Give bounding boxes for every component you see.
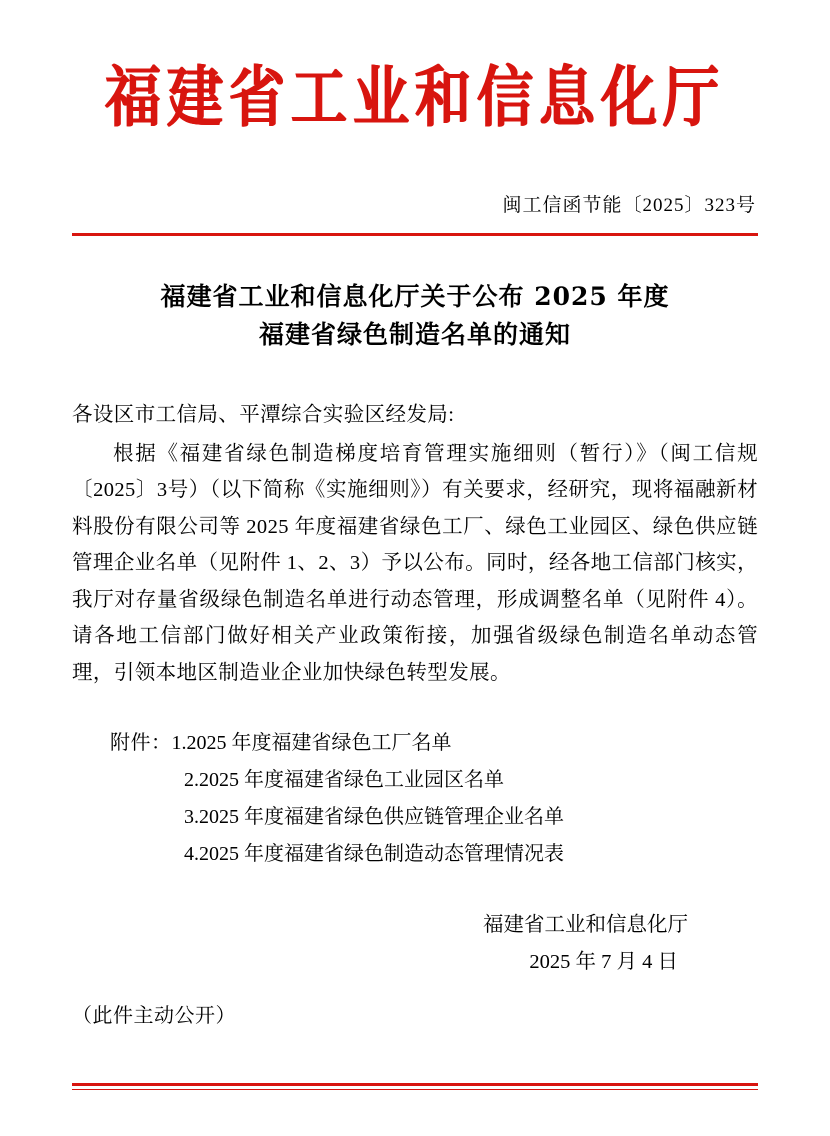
signature-date: 2025 年 7 月 4 日 — [529, 951, 678, 974]
letterhead — [72, 0, 758, 137]
document-body — [72, 397, 758, 691]
footer-divider-group — [72, 1083, 758, 1090]
public-disclosure-note: （此件主动公开） — [72, 1005, 236, 1028]
salutation: 各设区市工信局、平潭综合实验区经发局: — [72, 404, 455, 427]
signature-organization: 福建省工业和信息化厅 — [483, 914, 688, 937]
footer-red-divider-thick — [72, 1083, 758, 1086]
attachment-item-4: 4.2025 年度福建省绿色制造动态管理情况表 — [184, 843, 564, 866]
document-title-line-2: 福建省绿色制造名单的通知 — [258, 319, 571, 349]
header-red-divider — [72, 233, 758, 236]
attachment-item-2: 2.2025 年度福建省绿色工业园区名单 — [184, 769, 504, 792]
body-paragraph-1: 根据《福建省绿色制造梯度培育管理实施细则（暂行）》（闽工信规〔2025〕3号）（以下简称《实施细则》）有关要求，经研究，现将福融新材料股份有限公司等 2025 年度福建省绿色工厂、绿色工业园区、绿色供应链管理企业名单（见附件 1、2、3）予以公布。同时，经各地工信部门核实，我厅对存量省级绿色制造名单进行动态管理，形成调整名单（见附件 4）。请各地工信部门做好相关产业政策衔接，加强省级绿色制造名单动态管理，引领本地区制造业企业加快绿色转型发展。 — [72, 442, 758, 684]
attachment-item-1: 1.2025 年度福建省绿色工厂名单 — [171, 732, 452, 755]
attachments-row-1 — [110, 725, 758, 762]
attachments-list — [72, 725, 758, 873]
document-title-line-1: 福建省工业和信息化厅关于公布 2025 年度 — [160, 282, 670, 312]
issuing-organization-title: 福建省工业和信息化厅 — [105, 58, 725, 137]
attachments-label: 附件： — [110, 732, 172, 755]
attachment-item-3: 3.2025 年度福建省绿色供应链管理企业名单 — [184, 806, 564, 829]
footer-red-divider-thin — [72, 1089, 758, 1090]
document-title — [72, 278, 758, 353]
document-number: 闽工信函节能〔2025〕323号 — [502, 195, 756, 217]
signature-block — [72, 907, 758, 981]
